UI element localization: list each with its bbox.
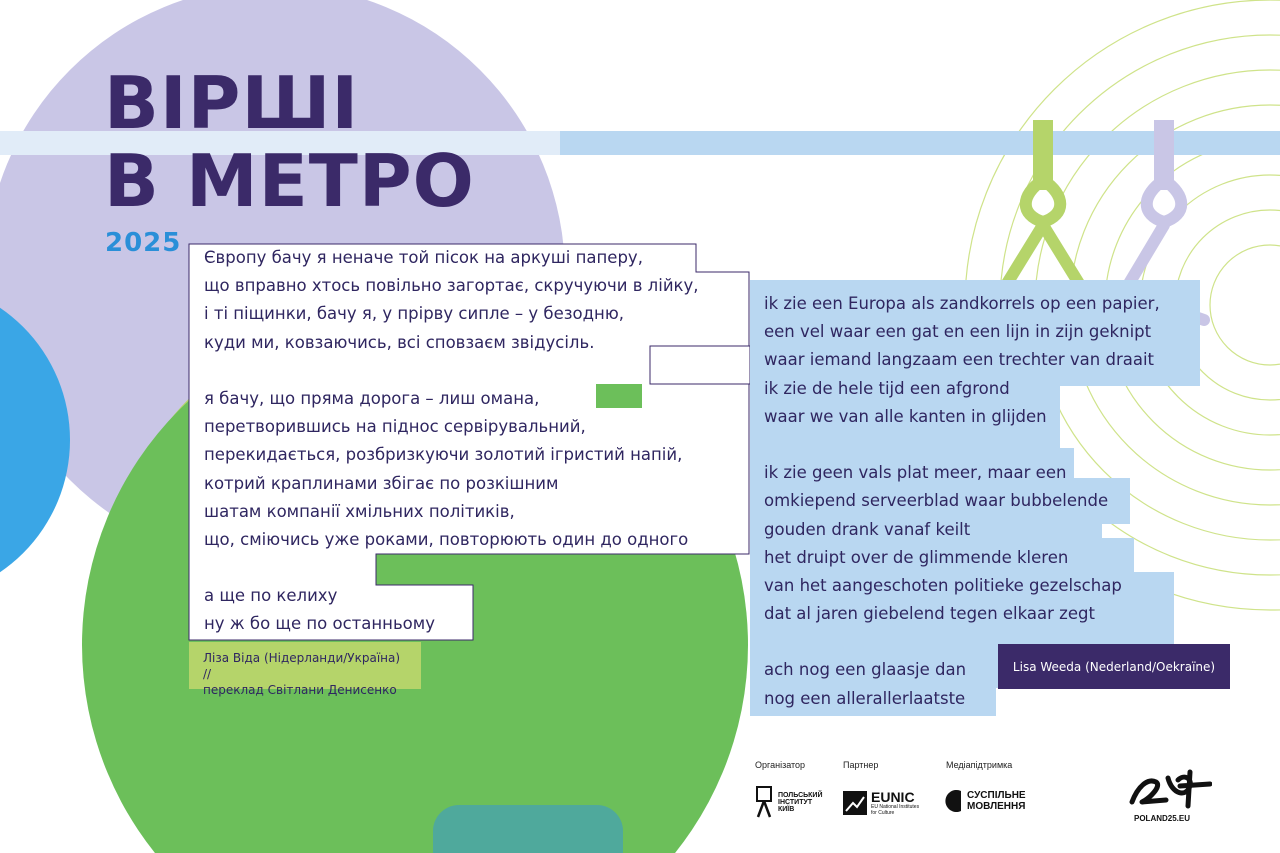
poland25-text[interactable]: POLAND25.EU (1134, 814, 1191, 823)
eunic-sub-2: for Culture (871, 810, 895, 816)
poem-nl-line: van het aangeschoten politieke gezelschap (764, 575, 1122, 595)
poem-nl-credit: Lisa Weeda (Nederland/Oekraïne) (998, 644, 1230, 689)
polish-institute-icon (754, 785, 774, 819)
eunic-logo[interactable] (843, 790, 919, 816)
poland25-logo-icon[interactable] (1128, 768, 1212, 812)
poem-uk-line: а ще по келиху (204, 586, 338, 606)
teal-shape (433, 805, 623, 853)
polish-institute-text-3: КИЇВ (778, 805, 795, 813)
page-title (104, 61, 475, 223)
poem-nl-line: dat al jaren giebelend tegen elkaar zegt (764, 604, 1095, 624)
poem-uk-line: перекидається, розбризкуючи золотий ігристий напій, (204, 445, 683, 465)
eunic-icon (843, 791, 867, 815)
poem-nl-line: ik zie de hele tijd een afgrond (764, 378, 1010, 398)
title-line-2: В МЕТРО (104, 139, 475, 223)
poem-nl-stanza-gap (764, 431, 1160, 459)
poem-nl-line: waar we van alle kanten in glijden (764, 406, 1047, 426)
organizer-label: Організатор (755, 760, 806, 770)
poem-uk-line: що вправно хтось повільно загортає, скручуючи в лійку, (204, 276, 699, 296)
poem-uk-line: шатам компанії хмільних політиків, (204, 501, 515, 521)
poem-nl-line: gouden drank vanaf keilt (764, 519, 971, 539)
media-support-label: Медіапідтримка (946, 760, 1013, 770)
poem-nl-line: het druipt over de glimmende kleren (764, 547, 1069, 567)
poem-uk-credit (189, 642, 421, 697)
suspilne-icon (945, 789, 963, 813)
poem-uk-line: ну ж бо ще по останньому (204, 614, 435, 634)
polish-institute-text-1: ПОЛЬСЬКИЙ (778, 791, 823, 799)
poem-nl-line: ik zie een Europa als zandkorrels op een papier, (764, 294, 1160, 313)
poem-uk-line: куди ми, ковзаючись, всі сповзаєм звідусіль. (204, 332, 595, 352)
poem-nl-line: ik zie geen vals plat meer, maar een (764, 463, 1067, 483)
polish-institute-logo[interactable] (754, 785, 823, 819)
poem-uk-line: я бачу, що пряма дорога – лиш омана, (204, 388, 540, 408)
poem-nl-line: omkiepend serveerblad waar bubbelende (764, 491, 1109, 511)
poem-nl-line: ach nog een glaasje dan (764, 660, 967, 680)
title-line-1: ВІРШІ (104, 61, 360, 145)
suspilne-text-1: СУСПІЛЬНЕ (967, 790, 1026, 801)
suspilne-logo[interactable] (945, 789, 1026, 813)
poem-uk-line: котрий краплинами збігає по розкішним (204, 473, 559, 493)
poem-uk-line: перетворившись на піднос сервірувальний, (204, 417, 586, 437)
polish-institute-text-2: ІНСТИТУТ (778, 798, 813, 806)
poem-uk-line: що, сміючись уже роками, повторюють один до одного (204, 529, 689, 549)
poem-ukrainian (204, 244, 699, 639)
year-label: 2025 (105, 228, 182, 258)
poem-uk-stanza-gap (204, 357, 699, 385)
eunic-sub-1: EU National Institutes (871, 804, 920, 810)
poem-nl-line: een vel waar een gat en een lijn in zijn geknipt (764, 322, 1152, 342)
poem-nl-line: nog een allerallerlaatste (764, 688, 966, 708)
partner-label: Партнер (843, 760, 879, 770)
poem-nl-line: waar iemand langzaam een trechter van draait (764, 350, 1155, 370)
eunic-text: EUNIC (871, 789, 915, 805)
credit-uk-translator: переклад Світлани Денисенко (203, 683, 397, 697)
suspilne-text-2: МОВЛЕННЯ (967, 801, 1026, 812)
poem-uk-stanza-gap (204, 554, 699, 582)
poem-uk-line: і ті піщинки, бачу я, у прірву сипле – у безодню, (204, 304, 624, 324)
poem-uk-line: Європу бачу я неначе той пісок на аркуші паперу, (204, 248, 643, 267)
credit-uk-author: Ліза Віда (Нідерланди/Україна) // (203, 651, 401, 681)
